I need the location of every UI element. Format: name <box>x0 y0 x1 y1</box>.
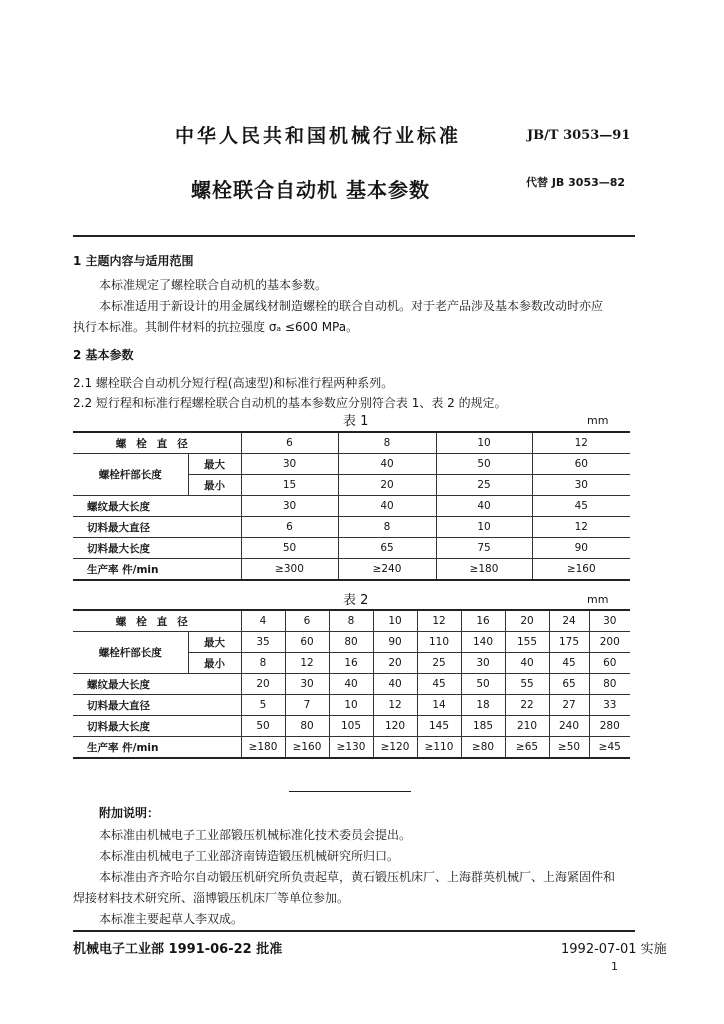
table-1-title: 表 1 <box>343 414 369 429</box>
value-cell: 15 <box>241 475 338 496</box>
value-cell: ≥300 <box>241 559 338 581</box>
value-cell: ≥50 <box>549 737 589 759</box>
notes-line-3a: 本标准由齐齐哈尔自动锻压机研究所负责起草，黄石锻压机床厂、上海群英机械厂、上海紧固件和 <box>99 870 616 884</box>
table-row <box>73 517 630 538</box>
value-cell: 65 <box>549 674 589 695</box>
value-cell: 55 <box>505 674 549 695</box>
diameter-cell: 24 <box>549 610 589 632</box>
value-cell: 22 <box>505 695 549 716</box>
value-cell: 33 <box>589 695 630 716</box>
notes-heading: 附加说明： <box>99 806 160 820</box>
notes-separator <box>289 791 411 792</box>
section-1-paragraph-1: 本标准规定了螺栓联合自动机的基本参数。 <box>99 278 328 292</box>
value-cell: 30 <box>241 454 338 475</box>
value-cell: 210 <box>505 716 549 737</box>
table-row <box>73 432 630 454</box>
value-cell: 40 <box>505 653 549 674</box>
section-1-paragraph-2a: 本标准适用于新设计的用金属线材制造螺栓的联合自动机。对于老产品涉及基本参数改动时亦应 <box>99 299 604 313</box>
value-cell: 40 <box>329 674 373 695</box>
row-label: 切料最大长度 <box>73 716 241 737</box>
row-label: 生产率 件/min <box>73 559 241 581</box>
row-label: 切料最大直径 <box>73 517 241 538</box>
value-cell: 240 <box>549 716 589 737</box>
value-cell: 200 <box>589 632 630 653</box>
value-cell: ≥160 <box>532 559 630 581</box>
table-row <box>73 496 630 517</box>
value-cell: 27 <box>549 695 589 716</box>
value-cell: 30 <box>532 475 630 496</box>
value-cell: ≥110 <box>417 737 461 759</box>
header-cell: 螺栓直径 <box>73 432 241 454</box>
group-label: 螺栓杆部长度 <box>73 632 188 674</box>
notes-line-2: 本标准由机械电子工业部济南铸造锻压机械研究所归口。 <box>99 849 400 863</box>
value-cell: ≥80 <box>461 737 505 759</box>
value-cell: 25 <box>417 653 461 674</box>
section-2-item-1: 2.1 螺栓联合自动机分短行程(高速型)和标准行程两种系列。 <box>73 376 394 390</box>
value-cell: ≥160 <box>285 737 329 759</box>
diameter-cell: 8 <box>329 610 373 632</box>
value-cell: ≥65 <box>505 737 549 759</box>
value-cell: 80 <box>589 674 630 695</box>
table-row <box>73 716 630 737</box>
value-cell: 50 <box>461 674 505 695</box>
value-cell: 120 <box>373 716 417 737</box>
value-cell: 65 <box>338 538 436 559</box>
table-row <box>73 695 630 716</box>
header-rule <box>73 235 635 237</box>
row-label: 生产率 件/min <box>73 737 241 759</box>
value-cell: ≥240 <box>338 559 436 581</box>
value-cell: 20 <box>241 674 285 695</box>
implementation-date: 1992-07-01 实施 <box>561 942 667 957</box>
standard-organization: 中华人民共和国机械行业标准 <box>175 125 462 147</box>
min-label: 最小 <box>188 653 241 674</box>
row-label: 切料最大长度 <box>73 538 241 559</box>
value-cell: 50 <box>436 454 532 475</box>
value-cell: 80 <box>329 632 373 653</box>
group-label: 螺栓杆部长度 <box>73 454 188 496</box>
value-cell: 90 <box>373 632 417 653</box>
value-cell: 12 <box>285 653 329 674</box>
value-cell: 175 <box>549 632 589 653</box>
table-row <box>73 674 630 695</box>
table-row <box>73 559 630 581</box>
value-cell: 12 <box>373 695 417 716</box>
max-label: 最大 <box>188 454 241 475</box>
approval-date: 机械电子工业部 1991-06-22 批准 <box>73 942 283 957</box>
replaces-standard: 代替 JB 3053—82 <box>526 176 626 189</box>
value-cell: 30 <box>285 674 329 695</box>
value-cell: 145 <box>417 716 461 737</box>
value-cell: 80 <box>285 716 329 737</box>
value-cell: 35 <box>241 632 285 653</box>
value-cell: 140 <box>461 632 505 653</box>
diameter-cell: 4 <box>241 610 285 632</box>
diameter-cell: 16 <box>461 610 505 632</box>
value-cell: 18 <box>461 695 505 716</box>
value-cell: 110 <box>417 632 461 653</box>
value-cell: 155 <box>505 632 549 653</box>
footer-rule <box>73 930 635 932</box>
value-cell: 16 <box>329 653 373 674</box>
section-1-paragraph-2b: 执行本标准。其制件材料的抗拉强度 σₐ ≤600 MPa。 <box>73 320 359 334</box>
notes-line-4: 本标准主要起草人李双成。 <box>99 912 244 926</box>
value-cell: 40 <box>373 674 417 695</box>
value-cell: 8 <box>338 517 436 538</box>
max-label: 最大 <box>188 632 241 653</box>
diameter-cell: 12 <box>532 432 630 454</box>
row-label: 切料最大直径 <box>73 695 241 716</box>
table-2-title: 表 2 <box>343 593 369 608</box>
value-cell: 45 <box>417 674 461 695</box>
value-cell: 75 <box>436 538 532 559</box>
table-2-unit: mm <box>587 593 609 606</box>
value-cell: 50 <box>241 716 285 737</box>
table-row <box>73 632 630 653</box>
value-cell: ≥180 <box>436 559 532 581</box>
diameter-cell: 10 <box>373 610 417 632</box>
table-row <box>73 454 630 475</box>
table-1-unit: mm <box>587 414 609 427</box>
diameter-cell: 8 <box>338 432 436 454</box>
value-cell: 50 <box>241 538 338 559</box>
value-cell: 105 <box>329 716 373 737</box>
value-cell: ≥120 <box>373 737 417 759</box>
header-cell: 螺栓直径 <box>73 610 241 632</box>
table-2 <box>73 609 630 759</box>
min-label: 最小 <box>188 475 241 496</box>
table-1 <box>73 431 630 581</box>
diameter-cell: 20 <box>505 610 549 632</box>
value-cell: 10 <box>436 517 532 538</box>
value-cell: 60 <box>532 454 630 475</box>
section-1-heading: 1 主题内容与适用范围 <box>73 254 194 268</box>
table-row <box>73 737 630 759</box>
value-cell: ≥130 <box>329 737 373 759</box>
table-row <box>73 538 630 559</box>
value-cell: 60 <box>285 632 329 653</box>
notes-line-3b: 焊接材料技术研究所、淄博锻压机床厂等单位参加。 <box>73 891 350 905</box>
value-cell: 6 <box>241 517 338 538</box>
value-cell: 20 <box>373 653 417 674</box>
section-2-item-2: 2.2 短行程和标准行程螺栓联合自动机的基本参数应分别符合表 1、表 2 的规定。 <box>73 396 507 410</box>
value-cell: 90 <box>532 538 630 559</box>
section-2-heading: 2 基本参数 <box>73 348 134 362</box>
value-cell: 10 <box>329 695 373 716</box>
diameter-cell: 6 <box>285 610 329 632</box>
value-cell: 30 <box>241 496 338 517</box>
value-cell: 280 <box>589 716 630 737</box>
value-cell: ≥45 <box>589 737 630 759</box>
diameter-cell: 10 <box>436 432 532 454</box>
document-title: 螺栓联合自动机 基本参数 <box>191 178 430 202</box>
value-cell: 20 <box>338 475 436 496</box>
value-cell: 5 <box>241 695 285 716</box>
value-cell: 40 <box>338 496 436 517</box>
notes-line-1: 本标准由机械电子工业部锻压机械标准化技术委员会提出。 <box>99 828 412 842</box>
value-cell: 7 <box>285 695 329 716</box>
value-cell: 8 <box>241 653 285 674</box>
diameter-cell: 30 <box>589 610 630 632</box>
standard-code: JB/T 3053—91 <box>527 128 631 143</box>
value-cell: 185 <box>461 716 505 737</box>
value-cell: 25 <box>436 475 532 496</box>
value-cell: 14 <box>417 695 461 716</box>
row-label: 螺纹最大长度 <box>73 496 241 517</box>
row-label: 螺纹最大长度 <box>73 674 241 695</box>
value-cell: 40 <box>338 454 436 475</box>
value-cell: 45 <box>532 496 630 517</box>
value-cell: 30 <box>461 653 505 674</box>
value-cell: 40 <box>436 496 532 517</box>
value-cell: 12 <box>532 517 630 538</box>
diameter-cell: 12 <box>417 610 461 632</box>
diameter-cell: 6 <box>241 432 338 454</box>
value-cell: ≥180 <box>241 737 285 759</box>
page-number: 1 <box>611 960 618 973</box>
value-cell: 60 <box>589 653 630 674</box>
value-cell: 45 <box>549 653 589 674</box>
table-row <box>73 610 630 632</box>
